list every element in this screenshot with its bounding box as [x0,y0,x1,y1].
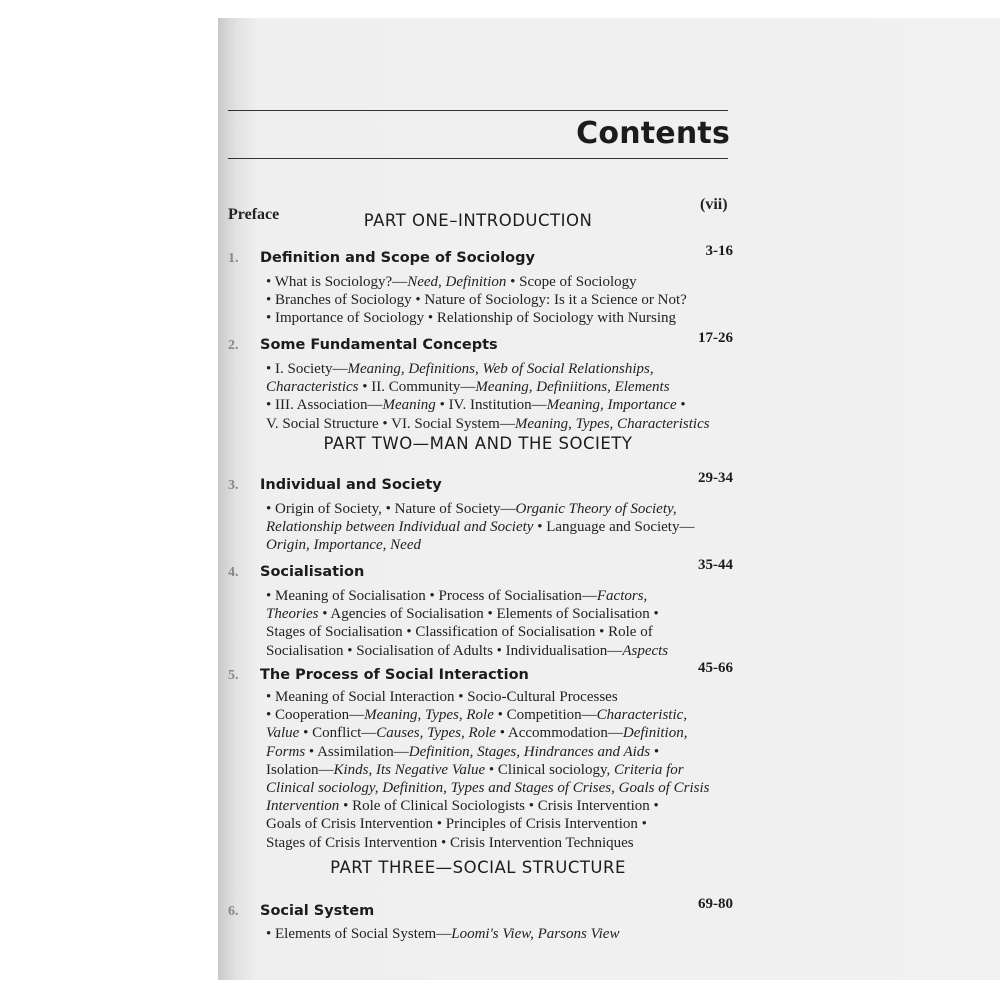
topic-text: • Importance of Sociology • Relationship of Sociology with Nursing [266,310,677,327]
topic-italic-text: Definition, Stages, Hindrances and Aids [408,743,651,760]
topic-italic-text: Meaning, Types, Role [364,707,494,724]
topic-text: • Conflict— [299,725,377,742]
chapter-topics [266,273,728,328]
chapter-number: 1. [228,251,239,266]
topic-text: • Language and Society— [533,519,695,536]
topic-text: Goals of Crisis Intervention • Principles of Crisis Intervention • [266,816,647,833]
topic-line [266,642,728,660]
topic-text: • II. Community— [358,379,476,396]
topic-line [266,360,728,378]
topic-line [266,273,728,291]
topic-text: • Scope of Sociology [506,274,637,290]
topic-line [266,743,728,761]
topic-italic-text: Organic Theory of Society, [515,501,677,517]
topic-text: • Meaning of Social Interaction • Socio-Cultural Processes [266,689,618,705]
chapter-title: Some Fundamental Concepts [260,337,498,353]
topic-text: Isolation— [266,761,334,778]
part-heading-one: PART ONE–INTRODUCTION [363,211,593,230]
topic-italic-text: Need, Definition [407,274,507,290]
chapter-number: 6. [228,904,239,919]
topic-italic-text: Intervention [266,798,340,815]
preface-page: (vii) [700,196,728,213]
chapter-title: The Process of Social Interaction [260,667,529,683]
topic-text: • IV. Institution— [435,397,547,414]
topic-italic-text: Theories [266,606,319,623]
top-rule [228,110,728,111]
topic-line [266,815,728,833]
topic-italic-text: Clinical sociology, Definition, Types and Stages of Crises, Goals of Crisis [266,780,710,797]
chapter-title: Socialisation [260,564,365,580]
topic-line [266,291,728,309]
chapter-title: Social System [260,903,375,919]
topic-text: • Branches of Sociology • Nature of Sociology: Is it a Science or Not? [266,292,687,309]
topic-italic-text: Origin, Importance, Need [266,537,421,554]
topic-text: • [650,743,660,760]
topic-line [266,605,728,623]
topic-italic-text: Forms [266,743,306,760]
chapter-topics [266,587,728,660]
topic-line [266,688,728,706]
topic-italic-text: Relationship between Individual and Society [266,519,534,536]
topic-text: • Competition— [493,707,597,724]
chapter-pages: 69-80 [698,896,733,912]
topic-line [266,925,728,943]
topic-italic-text: Criteria for [614,761,684,778]
topic-text: • Accommodation— [495,725,623,742]
topic-italic-text: Meaning, Definitions, Web of Social Relationships, [347,361,654,377]
topic-line [266,396,728,414]
topic-line [266,706,728,724]
topic-line [266,834,728,852]
topic-text: • III. Association— [266,397,383,414]
topic-text: Stages of Crisis Intervention • Crisis Intervention Techniques [266,834,634,851]
topic-text: • Role of Clinical Sociologists • Crisis Intervention • [339,798,659,815]
topic-line [266,797,728,815]
topic-line [266,378,728,396]
topic-text: • I. Society— [266,361,348,377]
topic-line [266,761,728,779]
topic-text: • Agencies of Socialisation • Elements of Socialisation • [318,606,659,623]
topic-italic-text: Characteristic, [596,707,688,724]
topic-line [266,518,728,536]
chapter-title: Definition and Scope of Sociology [260,250,535,266]
topic-italic-text: Causes, Types, Role [376,725,496,742]
topic-italic-text: Kinds, Its Negative Value [333,761,486,778]
chapter-pages: 17-26 [698,330,733,346]
topic-line [266,623,728,641]
chapter-topics [266,360,728,433]
topic-text: • Clinical sociology, [485,761,615,778]
topic-line [266,415,728,433]
chapter-pages: 45-66 [698,660,733,676]
topic-line [266,779,728,797]
chapter-pages: 3-16 [705,243,733,259]
topic-italic-text: Loomi's View, Parsons View [451,926,620,942]
topic-italic-text: Characteristics [266,379,359,396]
chapter-number: 4. [228,565,239,580]
topic-text: • Assimilation— [305,743,409,760]
part-heading-two: PART TWO—MAN AND THE SOCIETY [323,434,633,453]
chapter-number: 5. [228,668,239,683]
chapter-topics [266,925,728,943]
topic-italic-text: Definition, [622,725,688,742]
topic-text: • Elements of Social System— [266,926,452,942]
chapter-pages: 35-44 [698,557,733,573]
chapter-number: 2. [228,338,239,353]
book-page [218,18,1000,980]
topic-line [266,536,728,554]
topic-line [266,587,728,605]
topic-italic-text: Factors, [596,588,648,604]
chapter-topics [266,500,728,555]
topic-line [266,724,728,742]
chapter-number: 3. [228,478,239,493]
topic-line [266,309,728,327]
topic-italic-text: Meaning, Types, Characteristics [514,415,710,432]
topic-text: • [676,397,686,414]
topic-italic-text: Meaning, Importance [546,397,677,414]
topic-text: • Meaning of Socialisation • Process of Socialisation— [266,588,597,604]
chapter-pages: 29-34 [698,470,733,486]
page-title: Contents [576,116,730,151]
topic-line [266,500,728,518]
topic-text: Socialisation • Socialisation of Adults • Individualisation— [266,642,623,659]
chapter-topics [266,688,728,852]
topic-italic-text: Value [266,725,300,742]
preface-label: Preface [228,206,280,223]
topic-text: • Cooperation— [266,707,365,724]
topic-text: V. Social Structure • VI. Social System— [266,415,515,432]
topic-italic-text: Meaning, Definiitions, Elements [475,379,670,396]
topic-text: • What is Sociology?— [266,274,408,290]
chapter-title: Individual and Society [260,477,442,493]
topic-text: Stages of Socialisation • Classification of Socialisation • Role of [266,624,653,641]
topic-text: • Origin of Society, • Nature of Society— [266,501,516,517]
part-heading-three: PART THREE—SOCIAL STRUCTURE [330,858,626,877]
topic-italic-text: Meaning [382,397,436,414]
title-underline [228,158,728,159]
topic-italic-text: Aspects [622,642,669,659]
